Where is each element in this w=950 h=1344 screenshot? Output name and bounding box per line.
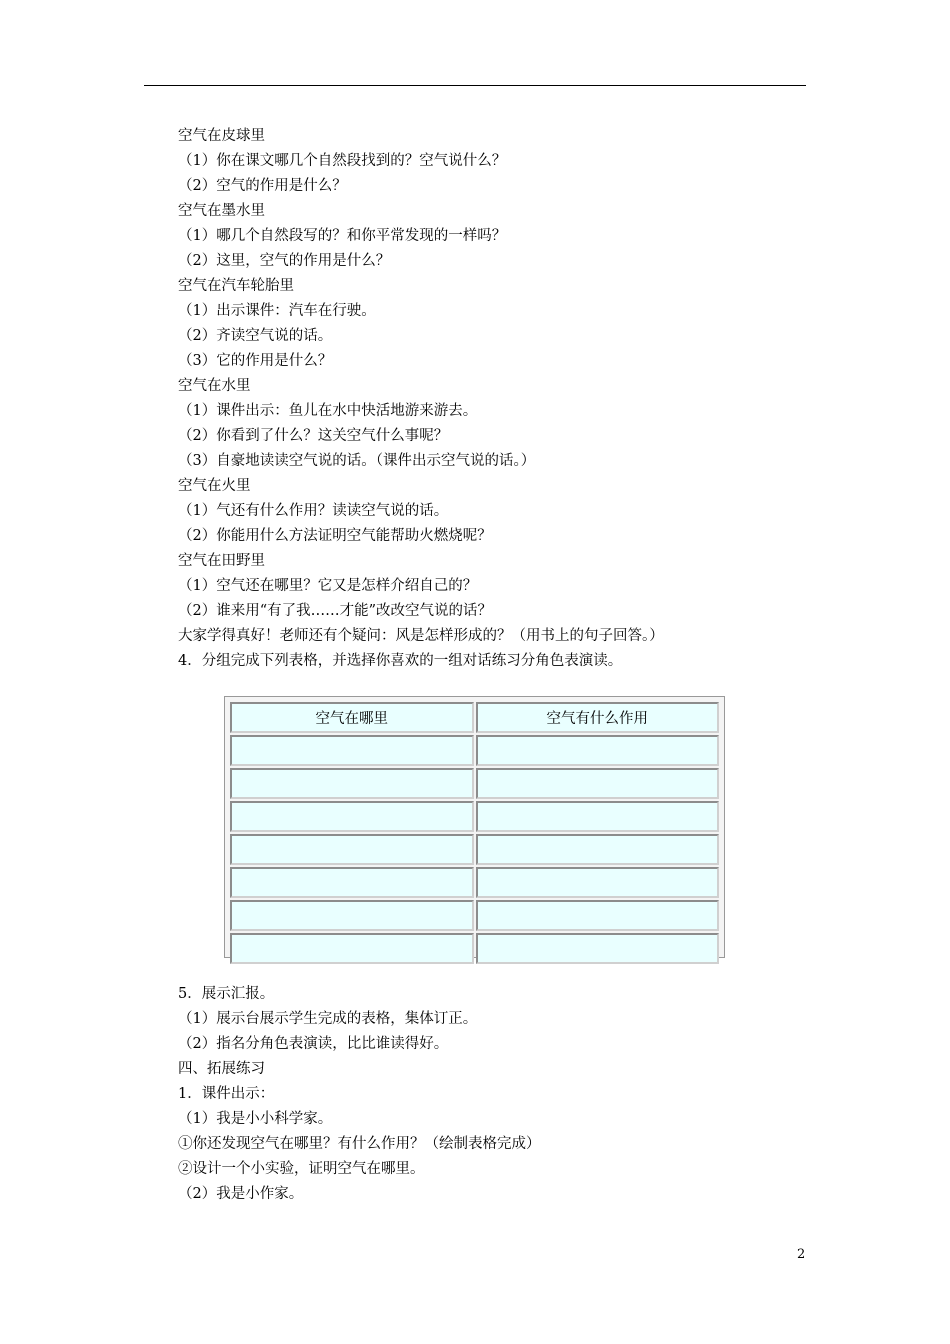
text-line: （1）空气还在哪里？它又是怎样介绍自己的？ (178, 578, 478, 594)
table-cell-use[interactable] (476, 933, 720, 964)
lesson-text-top (178, 124, 778, 674)
text-line: （1）气还有什么作用？读读空气说的话。 (178, 503, 449, 519)
text-line: 空气在皮球里 (178, 128, 265, 144)
table-cell-where[interactable] (230, 933, 474, 964)
table-row (230, 933, 719, 964)
text-line: 4．分组完成下列表格，并选择你喜欢的一组对话练习分角色表演读。 (178, 653, 623, 669)
table-cell-where[interactable] (230, 768, 474, 799)
text-line: 1．课件出示： (178, 1086, 275, 1102)
text-line: （1）课件出示：鱼儿在水中快活地游来游去。 (178, 403, 478, 419)
table-row (230, 900, 719, 931)
table-cell-where[interactable] (230, 900, 474, 931)
air-table-grid (228, 700, 721, 966)
table-header-use: 空气有什么作用 (476, 702, 720, 733)
table-cell-where[interactable] (230, 867, 474, 898)
table-cell-use[interactable] (476, 867, 720, 898)
table-row (230, 768, 719, 799)
text-line: （2）这里，空气的作用是什么？ (178, 253, 391, 269)
text-line: （2）你看到了什么？这关空气什么事呢？ (178, 428, 449, 444)
header-rule (144, 85, 806, 86)
text-line: （3）它的作用是什么？ (178, 353, 333, 369)
table-row (230, 735, 719, 766)
table-cell-where[interactable] (230, 735, 474, 766)
table-row (230, 834, 719, 865)
text-line: 空气在墨水里 (178, 203, 265, 219)
text-line: （2）空气的作用是什么？ (178, 178, 347, 194)
text-line: ①你还发现空气在哪里？有什么作用？（绘制表格完成） (178, 1136, 541, 1152)
text-line: （1）你在课文哪几个自然段找到的？空气说什么？ (178, 153, 507, 169)
text-line: （1）出示课件：汽车在行驶。 (178, 303, 376, 319)
table-row (230, 867, 719, 898)
text-line: 空气在田野里 (178, 553, 265, 569)
text-line: （2）指名分角色表演读，比比谁读得好。 (178, 1036, 449, 1052)
text-line: 大家学得真好！老师还有个疑问：风是怎样形成的？（用书上的句子回答。） (178, 628, 664, 644)
text-line: （1）哪几个自然段写的？和你平常发现的一样吗？ (178, 228, 507, 244)
text-line: （2）谁来用“有了我……才能”改改空气说的话？ (178, 603, 493, 619)
air-table (224, 696, 725, 958)
table-cell-use[interactable] (476, 900, 720, 931)
table-cell-where[interactable] (230, 834, 474, 865)
table-cell-where[interactable] (230, 801, 474, 832)
table-cell-use[interactable] (476, 801, 720, 832)
text-line: （1）展示台展示学生完成的表格，集体订正。 (178, 1011, 478, 1027)
text-line: 5．展示汇报。 (178, 986, 275, 1002)
page-number: 2 (797, 1247, 806, 1262)
text-line: （2）我是小作家。 (178, 1186, 304, 1202)
text-line: 空气在火里 (178, 478, 251, 494)
text-line: 空气在水里 (178, 378, 251, 394)
table-cell-use[interactable] (476, 768, 720, 799)
text-line: 空气在汽车轮胎里 (178, 278, 294, 294)
text-line: （2）你能用什么方法证明空气能帮助火燃烧呢？ (178, 528, 492, 544)
text-line: （2）齐读空气说的话。 (178, 328, 333, 344)
table-cell-use[interactable] (476, 735, 720, 766)
text-line: （1）我是小小科学家。 (178, 1111, 333, 1127)
table-row (230, 801, 719, 832)
table-header-row (230, 702, 719, 733)
table-cell-use[interactable] (476, 834, 720, 865)
text-line: ②设计一个小实验，证明空气在哪里。 (178, 1161, 425, 1177)
text-line: 四、拓展练习 (178, 1061, 265, 1077)
table-header-where: 空气在哪里 (230, 702, 474, 733)
lesson-text-bottom (178, 982, 778, 1207)
text-line: （3）自豪地读读空气说的话。（课件出示空气说的话。） (178, 453, 536, 469)
